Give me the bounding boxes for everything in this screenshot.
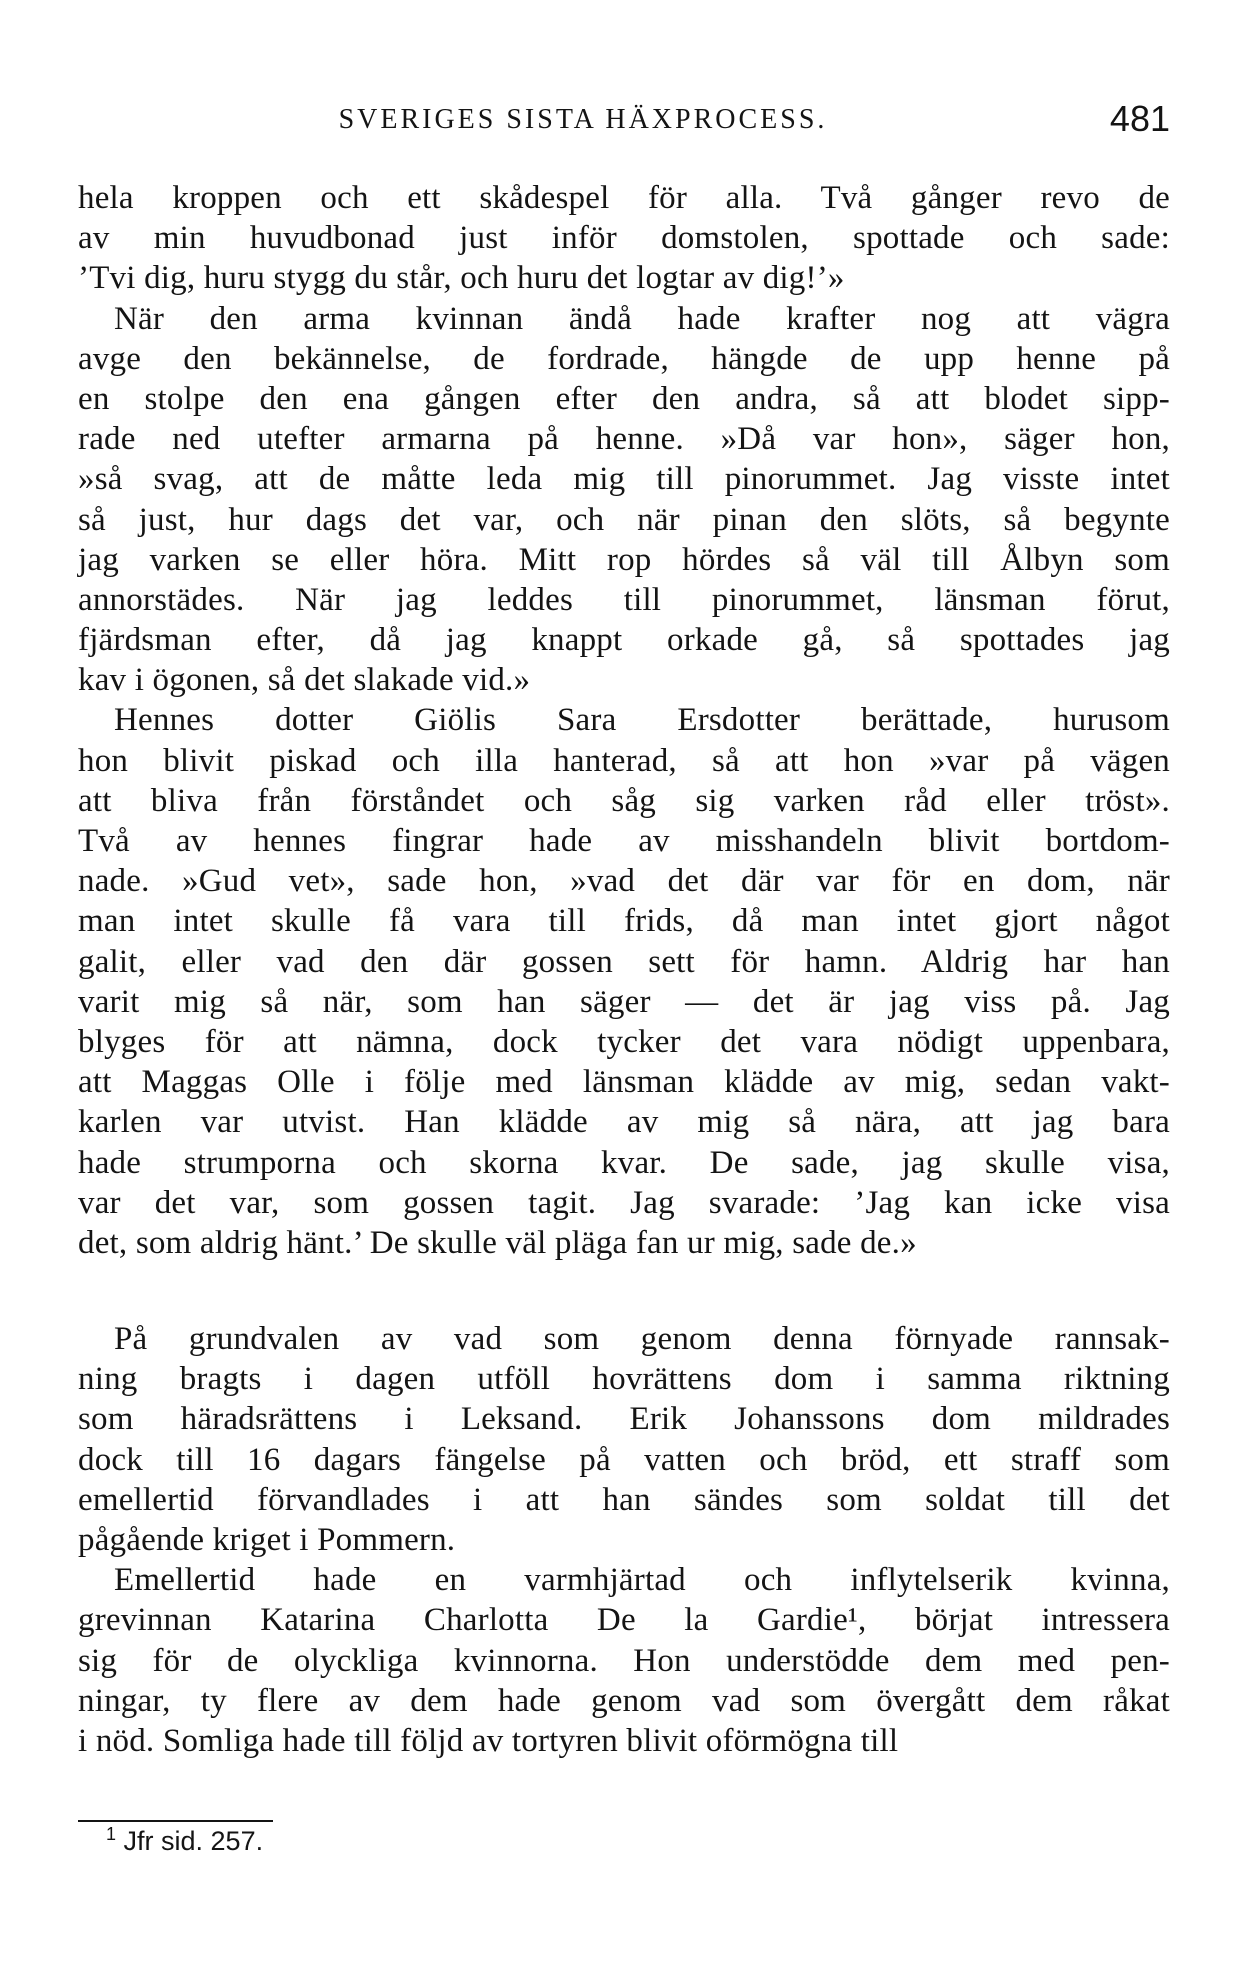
- text-line: pågående kriget i Pommern.: [78, 1522, 456, 1558]
- text-line: rade ned utefter armarna på henne. »Då var hon», säger hon,: [78, 421, 1170, 458]
- text-line: ning bragts i dagen utföll hovrättens dom i samma riktning: [78, 1361, 1170, 1398]
- text-line: När den arma kvinnan ändå hade krafter nog att vägra: [114, 300, 1170, 337]
- text-line: kav i ögonen, så det slakade vid.»: [78, 662, 531, 699]
- paragraph: [78, 700, 1170, 1263]
- text-line: hon blivit piskad och illa hanterad, så att hon »var på vägen: [78, 742, 1170, 779]
- text-line: det, som aldrig hänt.’ De skulle väl pläga fan ur mig, sade de.»: [78, 1224, 917, 1261]
- book-page: [78, 0, 1170, 1985]
- text-line: emellertid förvandlades i att han sändes som soldat till det: [78, 1481, 1170, 1518]
- text-line: Emellertid hade en varmhjärtad och inflytelserik kvinna,: [114, 1562, 1170, 1599]
- text-line: grevinnan Katarina Charlotta De la Gardie¹, börjat intressera: [78, 1602, 1170, 1639]
- text-line: avge den bekännelse, de fordrade, hängde de upp henne på: [78, 340, 1170, 377]
- text-line: man intet skulle få vara till frids, då man intet gjort något: [78, 903, 1170, 940]
- text-line: Hennes dotter Giölis Sara Ersdotter berättade, hurusom: [114, 702, 1170, 739]
- footnote-rule: [78, 1820, 273, 1822]
- body-text: [78, 178, 1170, 1761]
- text-line: hela kroppen och ett skådespel för alla. Två gånger revo de: [78, 180, 1170, 216]
- text-line: galit, eller vad den där gossen sett för hamn. Aldrig har han: [78, 943, 1170, 980]
- paragraph: [78, 1319, 1170, 1560]
- footnote-text: Jfr sid. 257.: [123, 1826, 264, 1856]
- text-line: karlen var utvist. Han klädde av mig så nära, att jag bara: [78, 1104, 1170, 1141]
- text-line: var det var, som gossen tagit. Jag svarade: ’Jag kan icke visa: [78, 1184, 1170, 1221]
- text-line: av min huvudbonad just inför domstolen, spottade och sade:: [78, 220, 1170, 257]
- paragraph: [78, 178, 1170, 299]
- text-line: sig för de olyckliga kvinnorna. Hon understödde dem med pen-: [78, 1642, 1170, 1679]
- text-line: varit mig så när, som han säger — det är jag viss på. Jag: [78, 983, 1170, 1020]
- running-head: [78, 100, 1170, 150]
- text-line: som häradsrättens i Leksand. Erik Johanssons dom mildrades: [78, 1401, 1170, 1438]
- text-line: att bliva från förståndet och såg sig varken råd eller tröst».: [78, 782, 1170, 819]
- footnote-marker: 1: [106, 1824, 117, 1844]
- footnote: [106, 1824, 263, 1858]
- page-number: 481: [1109, 98, 1170, 139]
- text-line: hade strumporna och skorna kvar. De sade, jag skulle visa,: [78, 1144, 1170, 1181]
- text-line: På grundvalen av vad som genom denna förnyade rannsak-: [114, 1321, 1170, 1358]
- text-line: i nöd. Somliga hade till följd av tortyren blivit oförmögna till: [78, 1722, 899, 1759]
- running-title: SVERIGES SISTA HÄXPROCESS.: [338, 104, 828, 135]
- text-line: Två av hennes fingrar hade av misshandeln blivit bortdom-: [78, 823, 1170, 859]
- text-line: »så svag, att de måtte leda mig till pinorummet. Jag visste intet: [78, 461, 1170, 498]
- text-line: blyges för att nämna, dock tycker det vara nödigt uppenbara,: [78, 1023, 1170, 1060]
- text-line: fjärdsman efter, då jag knappt orkade gå, så spottades jag: [78, 622, 1170, 659]
- text-line: jag varken se eller höra. Mitt rop hördes så väl till Ålbyn som: [78, 541, 1170, 578]
- text-line: annorstädes. När jag leddes till pinorummet, länsman förut,: [78, 581, 1170, 618]
- text-line: att Maggas Olle i följe med länsman klädde av mig, sedan vakt-: [78, 1064, 1170, 1101]
- paragraph: [78, 299, 1170, 701]
- paragraph: [78, 1560, 1170, 1761]
- text-line: dock till 16 dagars fängelse på vatten och bröd, ett straff som: [78, 1441, 1170, 1478]
- text-line: nade. »Gud vet», sade hon, »vad det där var för en dom, när: [78, 863, 1170, 900]
- text-line: ningar, ty flere av dem hade genom vad som övergått dem råkat: [78, 1682, 1170, 1719]
- text-line: en stolpe den ena gången efter den andra, så att blodet sipp-: [78, 380, 1170, 417]
- paragraph-gap: [78, 1263, 1170, 1319]
- text-line: ’Tvi dig, huru stygg du står, och huru det logtar av dig!’»: [78, 260, 845, 297]
- text-line: så just, hur dags det var, och när pinan den slöts, så begynte: [78, 501, 1170, 538]
